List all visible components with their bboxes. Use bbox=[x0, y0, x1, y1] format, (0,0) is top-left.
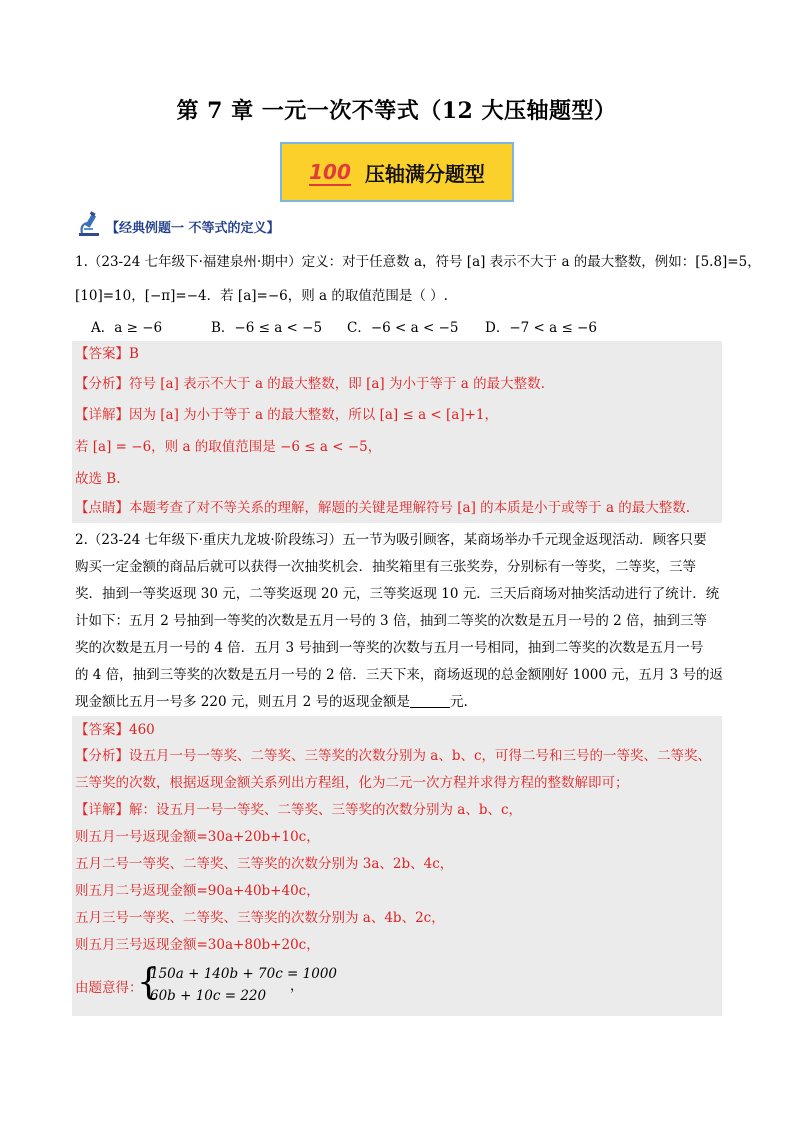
option-b: B．−6 ≤ a < −5 bbox=[211, 320, 323, 336]
brace-icon: { bbox=[137, 962, 160, 1003]
a1-detail-2: 若 [a] = −6，则 a 的取值范围是 −6 ≤ a < −5， bbox=[75, 439, 382, 455]
a2-step-5: 则五月三号返现金额=30a+80b+20c， bbox=[75, 937, 320, 953]
a1-answer: 【答案】B bbox=[75, 346, 139, 362]
a2-detail: 【详解】解：设五月一号一等奖、二等奖、三等奖的次数分别为 a、b、c， bbox=[75, 802, 523, 818]
q2-line-4: 计如下：五月 2 号抽到一等奖的次数是五月一号的 3 倍，抽到二等奖的次数是五月一号的 2 倍，抽到三等 bbox=[75, 613, 708, 629]
example-heading bbox=[76, 212, 280, 240]
a1-detail: 【详解】因为 [a] 为小于等于 a 的最大整数，所以 [a] ≤ a < [a]+1， bbox=[75, 407, 498, 423]
a2-analysis-1: 【分析】设五月一号一等奖、二等奖、三等奖的次数分别为 a、b、c，可得二号和三号的一等奖、二等奖、 bbox=[75, 748, 712, 764]
a1-analysis: 【分析】符号 [a] 表示不大于 a 的最大整数，即 [a] 为小于等于 a 的最大整数. bbox=[75, 376, 545, 392]
a2-step-2: 五月二号一等奖、二等奖、三等奖的次数分别为 3a、2b、4c， bbox=[75, 856, 454, 872]
q2-last-after: 元. bbox=[450, 694, 468, 710]
q2-last-before: 现金额比五月一号多 220 元，则五月 2 号的返现金额是 bbox=[75, 694, 411, 710]
section-banner bbox=[280, 142, 514, 202]
q2-line-3: 奖．抽到一等奖返现 30 元，二等奖返现 20 元，三等奖返现 10 元．三天后商场对抽奖活动进行了统计．统 bbox=[75, 586, 720, 602]
a2-step-1: 则五月一号返现金额=30a+20b+10c， bbox=[75, 829, 320, 845]
example-heading-label: 【经典例题一 不等式的定义】 bbox=[106, 220, 280, 236]
microscope-icon bbox=[76, 211, 102, 241]
answer-block-1 bbox=[72, 341, 722, 523]
a2-answer: 【答案】460 bbox=[75, 722, 155, 738]
q1-options bbox=[91, 316, 597, 336]
option-c: C．−6 < a < −5 bbox=[347, 320, 459, 336]
page-title: 第 7 章 一元一次不等式（12 大压轴题型） bbox=[176, 98, 617, 124]
a2-analysis-2: 三等奖的次数，根据返现金额关系列出方程组，化为二元一次方程并求得方程的整数解即可； bbox=[75, 775, 629, 791]
q2-line-2: 购买一定金额的商品后就可以获得一次抽奖机会．抽奖箱里有三张奖券，分别标有一等奖，二等奖，三等 bbox=[75, 559, 696, 575]
q2-line-5: 奖的次数是五月一号的 4 倍．五月 3 号抽到一等奖的次数与五月一号相同，抽到二等奖的次数是五月一号 bbox=[75, 640, 704, 656]
a2-step-3: 则五月二号返现金额=90a+40b+40c， bbox=[75, 883, 320, 899]
system-tail: ， bbox=[290, 978, 304, 994]
q1-line-2: [10]=10，[−π]=−4．若 [a]=−6，则 a 的取值范围是（ ）. bbox=[75, 288, 448, 304]
banner-label: 压轴满分题型 bbox=[364, 161, 485, 186]
q2-line-6: 的 4 倍，抽到三等奖的次数是五月一号的 2 倍．三天下来，商场返现的总金额刚好 1000 元，五月 3 号的返 bbox=[75, 667, 723, 683]
a2-step-4: 五月三号一等奖、二等奖、三等奖的次数分别为 a、4b、2c， bbox=[75, 910, 445, 926]
equation-2: 60b + 10c = 220 bbox=[150, 988, 267, 1004]
100-icon: 100 bbox=[309, 160, 351, 184]
q1-line-1: 1.（23-24 七年级下·福建泉州·期中）定义：对于任意数 a，符号 [a] 表示不大于 a 的最大整数，例如：[5.8]=5， bbox=[75, 254, 761, 270]
option-d: D．−7 < a ≤ −6 bbox=[485, 320, 597, 336]
answer-blank bbox=[410, 693, 450, 708]
a1-choose: 故选 B. bbox=[75, 471, 121, 487]
q2-line-7 bbox=[75, 692, 468, 712]
a1-comment: 【点睛】本题考查了对不等关系的理解，解题的关键是理解符号 [a] 的本质是小于或等于 a 的最大整数. bbox=[75, 500, 691, 516]
a2-system-label: 由题意得： bbox=[75, 980, 143, 996]
equation-1: 150a + 140b + 70c = 1000 bbox=[150, 966, 338, 982]
option-a: A．a ≥ −6 bbox=[91, 320, 163, 336]
q2-line-1: 2.（23-24 七年级下·重庆九龙坡·阶段练习）五一节为吸引顾客，某商场举办千元现金返现活动．顾客只要 bbox=[75, 532, 707, 548]
